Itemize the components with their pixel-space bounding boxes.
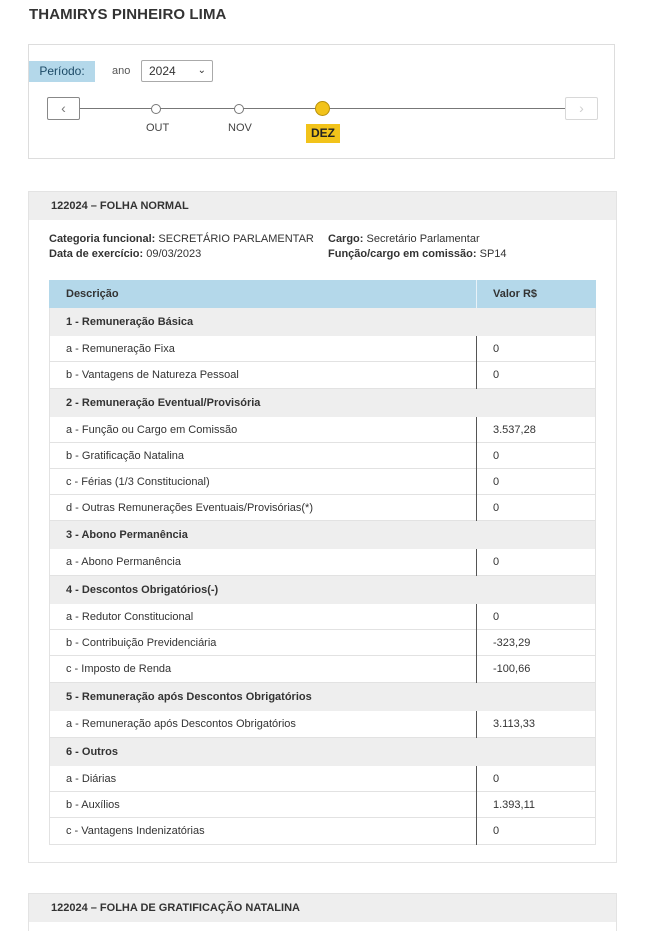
- row-label: c - Imposto de Renda: [66, 663, 172, 675]
- table-header: [49, 280, 596, 308]
- table-group-row: [49, 389, 596, 417]
- cargo-label: Cargo:: [328, 233, 364, 245]
- timeline-dot-dez-active[interactable]: [315, 101, 330, 116]
- row-value: 0: [493, 825, 500, 837]
- row-value: -323,29: [493, 637, 531, 649]
- group-label: 6 - Outros: [66, 746, 118, 758]
- column-divider: [476, 336, 477, 362]
- cargo: [328, 233, 480, 245]
- column-header-descricao: Descrição: [66, 288, 119, 300]
- row-label: a - Abono Permanência: [66, 556, 181, 568]
- table-group-row: [49, 738, 596, 766]
- row-label: a - Função ou Cargo em Comissão: [66, 424, 238, 436]
- column-divider: [476, 549, 477, 576]
- funcao-label: Função/cargo em comissão:: [328, 248, 477, 260]
- row-label: a - Remuneração Fixa: [66, 343, 175, 355]
- column-divider: [476, 469, 477, 495]
- row-label: d - Outras Remunerações Eventuais/Provisórias(*): [66, 502, 313, 514]
- column-divider: [476, 766, 477, 792]
- table-row: [49, 443, 596, 469]
- payroll-sheet-title-2: 122024 – FOLHA DE GRATIFICAÇÃO NATALINA: [51, 902, 300, 914]
- column-divider: [476, 443, 477, 469]
- row-label: b - Gratificação Natalina: [66, 450, 184, 462]
- table-row: [49, 818, 596, 845]
- table-row: [49, 792, 596, 818]
- table-row: [49, 469, 596, 495]
- table-row: [49, 604, 596, 630]
- row-value: 0: [493, 773, 500, 785]
- table-group-row: [49, 683, 596, 711]
- column-divider: [476, 792, 477, 818]
- payroll-table: [49, 280, 596, 845]
- row-label: b - Auxílios: [66, 799, 120, 811]
- row-label: c - Vantagens Indenizatórias: [66, 825, 205, 837]
- row-value: 1.393,11: [493, 799, 536, 811]
- group-label: 2 - Remuneração Eventual/Provisória: [66, 397, 261, 409]
- chevron-right-icon: ›: [579, 100, 584, 116]
- timeline-dot-out[interactable]: [151, 104, 161, 114]
- row-label: c - Férias (1/3 Constitucional): [66, 476, 210, 488]
- page-title: THAMIRYS PINHEIRO LIMA: [29, 6, 227, 23]
- data-exercicio-label: Data de exercício:: [49, 248, 144, 260]
- payroll-sheet-header-2: [29, 894, 616, 922]
- year-select-value: 2024: [149, 64, 176, 78]
- column-divider: [476, 630, 477, 656]
- table-row: [49, 362, 596, 389]
- chevron-left-icon: ‹: [61, 100, 66, 116]
- table-row: [49, 766, 596, 792]
- table-group-row: [49, 576, 596, 604]
- row-value: 0: [493, 556, 500, 568]
- row-value: 0: [493, 502, 500, 514]
- row-value: 0: [493, 343, 500, 355]
- table-row: [49, 549, 596, 576]
- row-label: a - Remuneração após Descontos Obrigatórios: [66, 718, 296, 730]
- column-divider: [476, 362, 477, 389]
- month-label-dez-active[interactable]: DEZ: [306, 124, 340, 143]
- group-label: 4 - Descontos Obrigatórios(-): [66, 584, 219, 596]
- group-label: 1 - Remuneração Básica: [66, 316, 194, 328]
- column-divider: [476, 495, 477, 521]
- row-label: a - Redutor Constitucional: [66, 611, 194, 623]
- table-row: [49, 656, 596, 683]
- row-label: b - Vantagens de Natureza Pessoal: [66, 369, 239, 381]
- column-divider: [476, 818, 477, 845]
- table-row: [49, 495, 596, 521]
- column-divider: [476, 417, 477, 443]
- data-exercicio: [49, 248, 201, 260]
- categoria-value: SECRETÁRIO PARLAMENTAR: [158, 233, 314, 245]
- table-body: [49, 308, 596, 845]
- categoria-label: Categoria funcional:: [49, 233, 156, 245]
- row-label: a - Diárias: [66, 773, 117, 785]
- table-group-row: [49, 521, 596, 549]
- column-divider: [476, 604, 477, 630]
- row-value: 0: [493, 369, 500, 381]
- group-label: 5 - Remuneração após Descontos Obrigatórios: [66, 691, 312, 703]
- funcao-value: SP14: [479, 248, 507, 260]
- previous-month-button[interactable]: [47, 97, 80, 120]
- group-label: 3 - Abono Permanência: [66, 529, 188, 541]
- month-label-nov[interactable]: NOV: [228, 122, 252, 134]
- month-label-out[interactable]: OUT: [146, 122, 170, 134]
- column-divider: [476, 711, 477, 738]
- payroll-sheet-header: [29, 192, 616, 220]
- column-header-valor: Valor R$: [493, 288, 538, 300]
- row-value: 0: [493, 611, 500, 623]
- year-select[interactable]: [141, 60, 213, 82]
- table-group-row: [49, 308, 596, 336]
- header-divider: [476, 280, 477, 308]
- payroll-sheet-title: 122024 – FOLHA NORMAL: [51, 200, 189, 212]
- table-row: [49, 630, 596, 656]
- data-exercicio-value: 09/03/2023: [146, 248, 202, 260]
- row-value: 0: [493, 450, 500, 462]
- row-value: -100,66: [493, 663, 531, 675]
- row-value: 3.537,28: [493, 424, 536, 436]
- row-label: b - Contribuição Previdenciária: [66, 637, 217, 649]
- row-value: 3.113,33: [493, 718, 536, 730]
- table-row: [49, 711, 596, 738]
- column-divider: [476, 656, 477, 683]
- row-value: 0: [493, 476, 500, 488]
- year-label: ano: [112, 65, 131, 77]
- table-row: [49, 417, 596, 443]
- funcao-comissao: [328, 248, 507, 260]
- timeline-dot-nov[interactable]: [234, 104, 244, 114]
- next-month-button[interactable]: [565, 97, 598, 120]
- categoria-funcional: [49, 233, 314, 245]
- period-label: Período:: [29, 61, 95, 82]
- chevron-down-icon: ⌄: [197, 65, 206, 76]
- table-row: [49, 336, 596, 362]
- cargo-value: Secretário Parlamentar: [366, 233, 480, 245]
